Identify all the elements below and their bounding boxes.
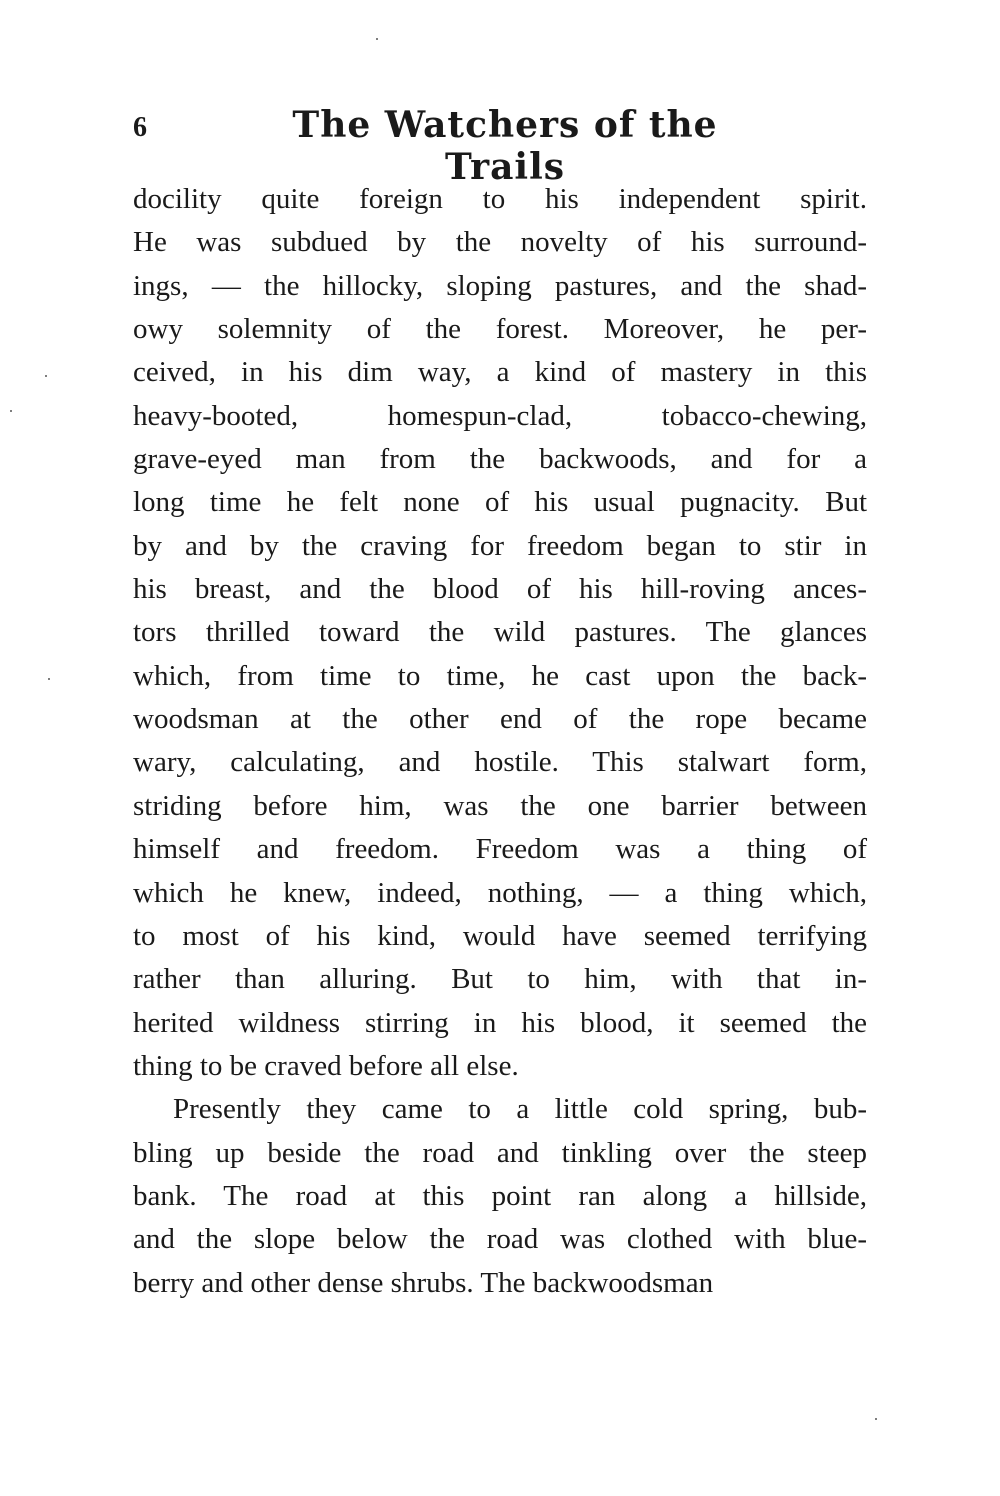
text-line: Presently they came to a little cold spring, bub- [173,1093,867,1126]
text-line: wary, calculating, and hostile. This stalwart form, [133,746,867,779]
text-line: herited wildness stirring in his blood, it seemed the [133,1006,867,1039]
text-line: and the slope below the road was clothed with blue- [133,1223,867,1256]
text-line: thing to be craved before all else. [133,1049,519,1082]
text-line: to most of his kind, would have seemed terrifying [133,919,867,952]
text-line: docility quite foreign to his independent spirit. [133,183,867,215]
text-line: He was subdued by the novelty of his surround- [133,226,867,259]
text-line: woodsman at the other end of the rope became [133,703,867,736]
text-line: bank. The road at this point ran along a hillside, [133,1179,867,1212]
text-line: ceived, in his dim way, a kind of mastery in this [133,356,867,389]
text-line: which he knew, indeed, nothing, — a thing which, [133,876,867,909]
body-text [133,178,867,1305]
text-line: long time he felt none of his usual pugnacity. But [133,486,867,519]
text-line: by and by the craving for freedom began to stir in [133,529,867,562]
text-line: bling up beside the road and tinkling over the steep [133,1136,867,1169]
text-line: ings, — the hillocky, sloping pastures, and the shad- [133,269,867,302]
scan-speck [875,1418,877,1420]
scan-speck [48,678,50,680]
text-line: his breast, and the blood of his hill-roving ances- [133,573,867,606]
text-line: heavy-booted, homespun-clad, tobacco-chewing, [133,399,867,432]
scan-speck [10,410,12,412]
text-line: which, from time to time, he cast upon the back- [133,659,867,692]
page-number: 6 [133,112,147,143]
text-line: himself and freedom. Freedom was a thing of [133,833,867,866]
running-title: The Watchers of the Trails [292,104,718,188]
text-line: striding before him, was the one barrier between [133,789,867,822]
text-line: tors thrilled toward the wild pastures. The glances [133,616,867,649]
text-line: grave-eyed man from the backwoods, and for a [133,443,867,476]
scan-speck [45,375,47,377]
text-line: berry and other dense shrubs. The backwoodsman [133,1266,714,1299]
text-line: owy solemnity of the forest. Moreover, he per- [133,313,867,346]
scan-speck [376,38,378,40]
text-line: rather than alluring. But to him, with that in- [133,963,867,996]
